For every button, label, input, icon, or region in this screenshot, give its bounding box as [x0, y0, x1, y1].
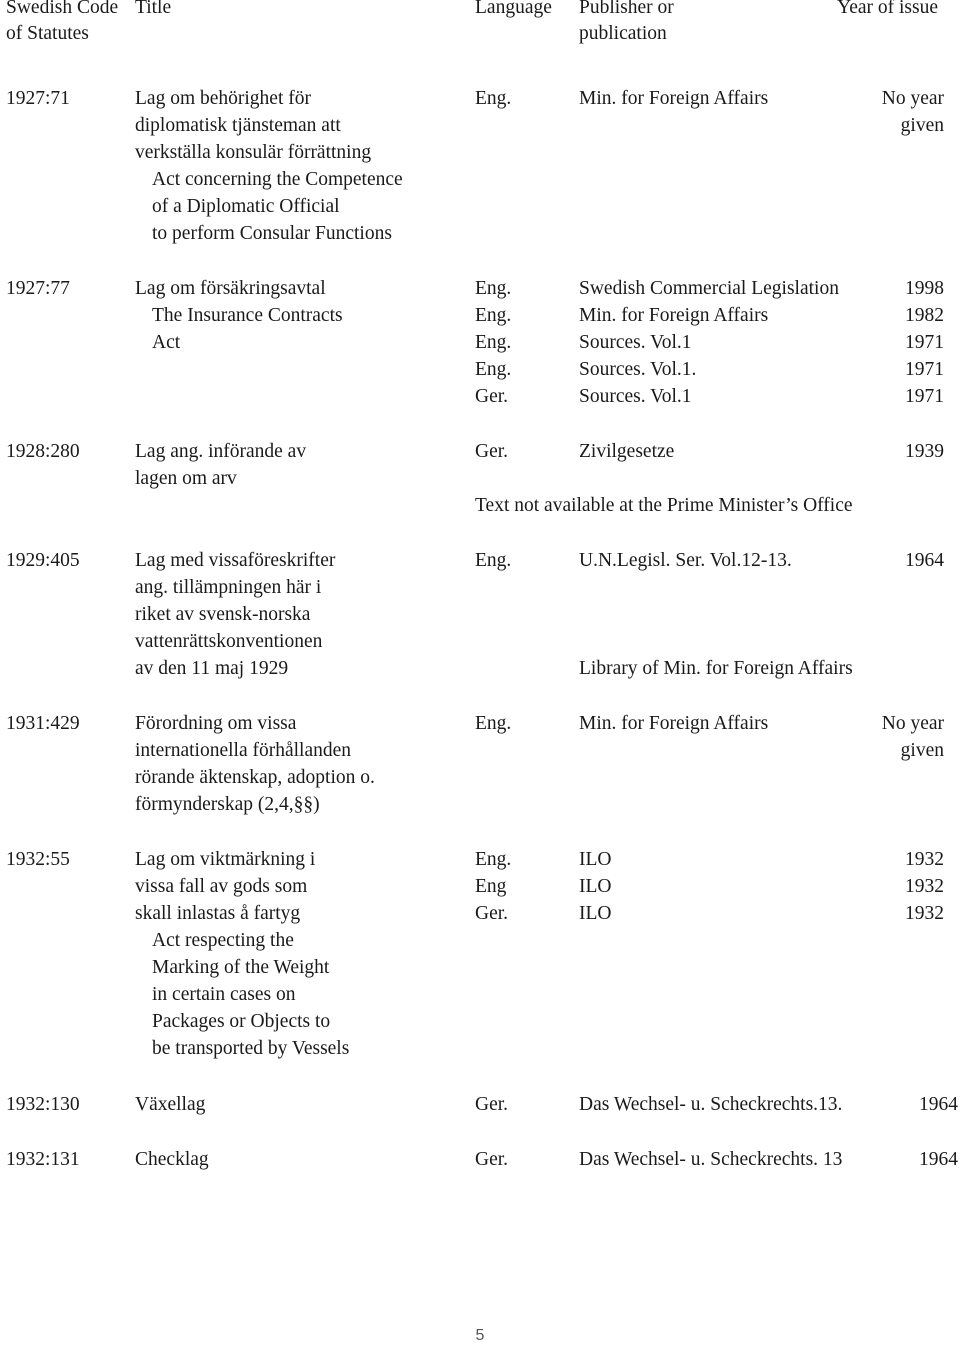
header-year: Year of issue: [837, 0, 938, 18]
entry-publisher: Min. for Foreign Affairs: [579, 713, 769, 734]
entry-publisher: Das Wechsel- u. Scheckrechts.13.: [579, 1094, 843, 1115]
entry-publisher: ILO: [579, 876, 612, 897]
entry-code: 1929:405: [6, 550, 80, 571]
entry-year-line2: given: [900, 740, 944, 761]
entry-code: 1932:130: [6, 1094, 80, 1115]
entry-year: 1932: [905, 849, 944, 870]
entry-title-line: lagen om arv: [135, 468, 237, 489]
entry-code: 1927:77: [6, 278, 70, 299]
entry-title-line: Act respecting the: [152, 930, 294, 951]
entry-year-line2: given: [900, 115, 944, 136]
entry-year: 1964: [905, 550, 944, 571]
entry-language: Eng.: [475, 550, 512, 571]
entry-title-line: Växellag: [135, 1094, 206, 1115]
entry-language: Ger.: [475, 386, 509, 407]
entry-language: Ger.: [475, 903, 509, 924]
entry-title-line: in certain cases on: [152, 984, 296, 1005]
entry-language: Eng.: [475, 713, 512, 734]
entry-language: Eng.: [475, 849, 512, 870]
entry-title-line: diplomatisk tjänsteman att: [135, 115, 341, 136]
entry-language: Eng.: [475, 88, 512, 109]
entry-title-line: förmynderskap (2,4,§§): [135, 794, 320, 815]
entry-title-line: Act: [152, 332, 181, 353]
entry-year: 1971: [905, 332, 944, 353]
header-code: Swedish Code: [6, 0, 119, 18]
entry-publisher: Sources. Vol.1.: [579, 359, 697, 380]
entry-title-line: be transported by Vessels: [152, 1038, 350, 1059]
header-publisher-line2: publication: [579, 23, 667, 44]
entry-year: 1971: [905, 386, 944, 407]
header-publisher: Publisher or: [579, 0, 674, 18]
entry-language: Eng.: [475, 359, 512, 380]
header-title: Title: [135, 0, 172, 18]
entry-title-line: vissa fall av gods som: [135, 876, 308, 897]
entry-title-line: Act concerning the Competence: [152, 169, 403, 190]
entry-title-line: Lag om behörighet för: [135, 88, 311, 109]
entry-code: 1931:429: [6, 713, 80, 734]
entry-year: 1971: [905, 359, 944, 380]
entry-title-line: Lag om viktmärkning i: [135, 849, 316, 870]
entry-title-line: skall inlastas å fartyg: [135, 903, 301, 924]
entry-title-line: Lag ang. införande av: [135, 441, 307, 462]
entry-year: No year: [881, 713, 944, 734]
entry-title-line: Förordning om vissa: [135, 713, 297, 734]
entry-title-line: vattenrättskonventionen: [135, 631, 323, 652]
entry-publisher: Swedish Commercial Legislation: [579, 278, 839, 299]
entry-publisher: ILO: [579, 903, 612, 924]
entry-year: 1982: [905, 305, 944, 326]
entry-title-line: to perform Consular Functions: [152, 223, 392, 244]
page-number: 5: [475, 1327, 485, 1344]
entry-publisher: Das Wechsel- u. Scheckrechts. 13: [579, 1149, 843, 1170]
entry-publisher: Zivilgesetze: [579, 441, 675, 462]
entry-title-line: Checklag: [135, 1149, 209, 1170]
header-code-line2: of Statutes: [6, 23, 89, 44]
entry-note: Text not available at the Prime Minister’s Office: [475, 495, 853, 516]
entry-code: 1932:55: [6, 849, 70, 870]
entry-title-line: Marking of the Weight: [152, 957, 330, 978]
entry-title-line: Packages or Objects to: [152, 1011, 331, 1032]
entry-year: 1932: [905, 876, 944, 897]
entry-title-line: internationella förhållanden: [135, 740, 352, 761]
entry-publisher: Sources. Vol.1: [579, 332, 692, 353]
entry-title-line: av den 11 maj 1929: [135, 658, 289, 679]
entry-title-line: ang. tillämpningen här i: [135, 577, 322, 598]
entry-language: Eng: [475, 876, 507, 897]
entry-publisher: Sources. Vol.1: [579, 386, 692, 407]
entry-year: 1964: [919, 1094, 958, 1115]
entry-language: Ger.: [475, 441, 509, 462]
entry-title-line: Lag med vissaföreskrifter: [135, 550, 336, 571]
entry-language: Eng.: [475, 305, 512, 326]
entry-year: 1964: [919, 1149, 958, 1170]
entry-title-line: rörande äktenskap, adoption o.: [135, 767, 375, 788]
entry-language: Eng.: [475, 278, 512, 299]
entry-year: No year: [881, 88, 944, 109]
entry-publisher: U.N.Legisl. Ser. Vol.12-13.: [579, 550, 792, 571]
entry-note: Library of Min. for Foreign Affairs: [579, 658, 853, 679]
entry-title-line: The Insurance Contracts: [152, 305, 343, 326]
entry-publisher: Min. for Foreign Affairs: [579, 305, 769, 326]
entry-language: Ger.: [475, 1094, 509, 1115]
entry-publisher: Min. for Foreign Affairs: [579, 88, 769, 109]
header-language: Language: [475, 0, 552, 18]
entry-year: 1932: [905, 903, 944, 924]
entry-language: Eng.: [475, 332, 512, 353]
entry-year: 1998: [905, 278, 944, 299]
entry-publisher: ILO: [579, 849, 612, 870]
entry-language: Ger.: [475, 1149, 509, 1170]
entry-title-line: of a Diplomatic Official: [152, 196, 340, 217]
entry-title-line: Lag om försäkringsavtal: [135, 278, 326, 299]
entry-code: 1927:71: [6, 88, 70, 109]
entry-code: 1932:131: [6, 1149, 80, 1170]
entry-year: 1939: [905, 441, 944, 462]
entry-code: 1928:280: [6, 441, 80, 462]
entry-title-line: riket av svensk-norska: [135, 604, 311, 625]
entry-title-line: verkställa konsulär förrättning: [135, 142, 372, 163]
